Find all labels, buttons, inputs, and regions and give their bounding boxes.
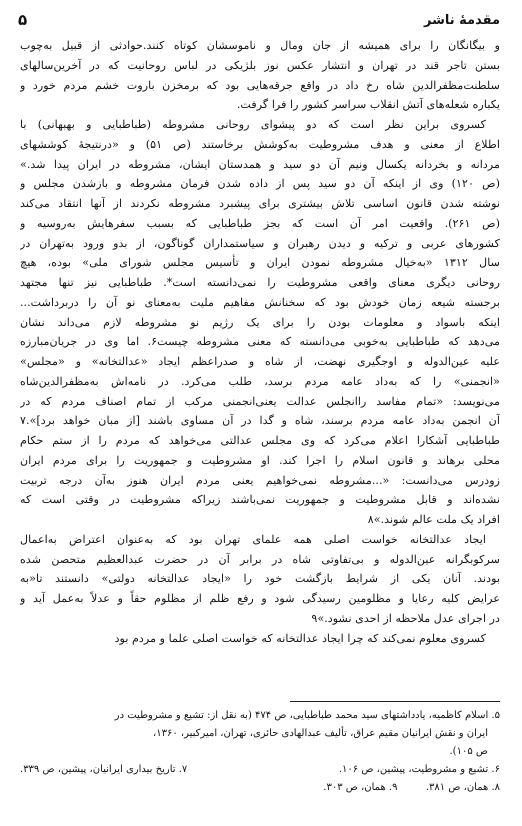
footnote-9: ۹. همان، ص ۳۰۳. <box>323 782 398 793</box>
body-line: اینکه باسواد و معلومات بودن را برای یک رژیم نو مشروطه لازم می‌داند نشان <box>20 315 500 329</box>
body-line: (ص ۱۲۰) وی از اینکه آن دو سید پس از داده شدن فرمان مشروطه و بازشدن مجلس و <box>20 177 500 191</box>
body-line: نوشته شدن قانون اساسی تلاش بیشتری برای پیشبرد مشروطه نکردند از آنها انتقاد می‌کند <box>20 197 500 210</box>
body-line: سلطنت‌مظفرالدین شاه رخ داد در واقع جرقه‌هایی بود که برمخزن باروت خشم مردم خورد و <box>20 78 500 92</box>
body-line: «انجمنی» را که به‌داد عامه مردم برسد، طلب می‌کرد. در نامه‌اش به‌مظفرالدین‌شاه <box>20 374 500 388</box>
body-line: و بیگانگان را برای همیشه از جان ومال و ناموسشان کوتاه کنند.حوادثی از قبیل به‌چوب <box>20 39 500 52</box>
body-line: آن انجمن به‌داد عامه مردم برسند، شاه و گدا در آن مساوی باشند [از مبان خواهد برد]».۷ <box>20 414 500 428</box>
body-line: در اجرای عدل ملاحظه از احدی نشود.»۹ <box>311 611 500 625</box>
footnote-row-6-7 <box>20 761 500 779</box>
body-line: سرکوبگرانه عین‌الدوله و بی‌تفاوتی شاه در برابر آن در حضرت عبدالعظیم متحصن شده <box>20 552 500 566</box>
body-line: می‌نویسد: «تمام مفاسد راانجلس عدالت یعنی‌انجمنی مرکب از تمام اصناف مردم که در <box>20 394 500 408</box>
body-line: می‌دهد که طباطبایی به‌خوبی می‌دانسته که معنی مشروطه چیست۶. اما وی در جریان‌مبارزه <box>20 335 500 349</box>
footnote-6: ۶. تشیع و مشروطیت، پیشین، ص ۱۰۶. <box>338 764 500 775</box>
body-line: محلی برهاند و قانون اسلام را اجرا کند. او مشروطیت و جمهوریت را برای مردم ایران <box>20 453 500 467</box>
footnote-7: ۷. تاریخ بیداری ایرانیان، پیشین، ص ۳۳۹. <box>20 764 188 775</box>
body-line: عرایض کلیه رعایا و مظلومین رسیدگی شود و رفع ظلم از مظلوم حقاً و عدلاً به‌عمل آید و <box>20 592 500 605</box>
body-line: سال ۱۳۱۲ «به‌خیال مشروطه نمودن ایران و تأسیس مجلس شورای ملی» بوده، هیچ <box>20 256 500 270</box>
body-text <box>20 36 500 648</box>
body-line: زودرس می‌دانست: «...مشروطه نمی‌خواهیم یعنی مردم ایران هنوز به‌آن درجه تربیت <box>20 473 500 487</box>
footnote-row-8-9 <box>20 779 500 797</box>
body-line: کسروی براین نظر است که دو پیشوای روحانی مشروطه (طباطبایی و بهبهانی) با <box>20 118 486 131</box>
footnote-5-line-3: ص ۱۰۵). <box>449 746 488 757</box>
body-line: کسروی معلوم نمی‌کند که چرا ایجاد عدالتخانه که خواست اصلی علما و مردم بود <box>114 631 486 645</box>
footnote-8: ۸. همان، ص ۳۸۱. <box>425 782 500 793</box>
body-line: علیه عین‌الدوله و اوجگیری نهضت، از شاه و صدراعظم ایجاد «عدالتخانه» و «مجلس» <box>20 355 500 368</box>
running-header-title: مقدمهٔ ناشر <box>423 12 500 28</box>
body-line: طباطبایی آشکارا اعلام می‌کرد که وی مجلس عدالتی می‌خواهد که مردم را از ستم حکام <box>20 434 500 447</box>
body-line: (ص ۲۶۱). واقعیت امر آن است که بجز طباطبایی که بسبب سفرهایش به‌روسیه و <box>20 216 500 230</box>
page-number: ۵ <box>18 11 28 29</box>
body-line: بستن تاجر قند در تهران و انتشار عکس نوز بلژیکی در لباس روحانیت که در آخرین‌سالهای <box>20 58 500 72</box>
body-line: اطلاع از معنی و هدف مشروطیت به‌کوشش برخاستند (ص ۵۱) و «درنتیجهٔ کوششهای <box>20 137 500 151</box>
footnote-divider <box>290 701 500 702</box>
footnotes <box>20 707 500 797</box>
body-line: ایجاد عدالتخانه خواست اصلی همه علمای تهران بود که به‌عنوان اعتراض به‌اعمال <box>20 532 486 546</box>
body-line: بودند. آنان یکی از شرایط بازگشت خود را «ایجاد عدالتخانه دولتی» دانستند تا«به <box>20 572 500 586</box>
body-line: افراد یک ملت عالم شوند.»۸ <box>367 513 500 526</box>
body-line: روحانی دیگری معنای واقعی مشروطیت را نمی‌دانسته است*. طباطبایی نیز تنها مجتهد <box>20 276 500 289</box>
footnote-5-line-1: ۵. اسلام کاظمیه، یادداشتهای سید محمد طباطبایی، ص ۴۷۴ (به نقل از: تشیع و مشروطیت در <box>114 710 500 721</box>
body-line: کشورهای عربی و ترکیه و دیدن رهبران و سیاستمداران گوناگون، از بدو ورود به‌تهران در <box>20 236 500 250</box>
body-line: نشده‌اند و قابل مشروطیت و جمهوریت نمی‌باشند زیراکه مشروطیت در وقتی است که <box>20 493 500 507</box>
page-header <box>18 8 500 32</box>
body-line: مردانه و بخردانه یکسال ونیم آن دو سید و همدستان ایشان، مشروطه در ایران پیدا شد.» <box>20 157 500 171</box>
body-line: برجسته شیعه زمان خودش بود که سخنانش مفاهیم ملیت به‌معنای نو آن را دربرداشت... <box>20 295 500 309</box>
body-line: یکباره شعله‌های آتش انقلاب سراسر کشور را فرا گرفت. <box>236 98 500 112</box>
footnote-5-line-2: ایران و نقش ایرانیان مقیم عراق، تألیف عبدالهادی حائری، تهران، امیرکبیر، ۱۳۶۰، <box>153 728 488 739</box>
